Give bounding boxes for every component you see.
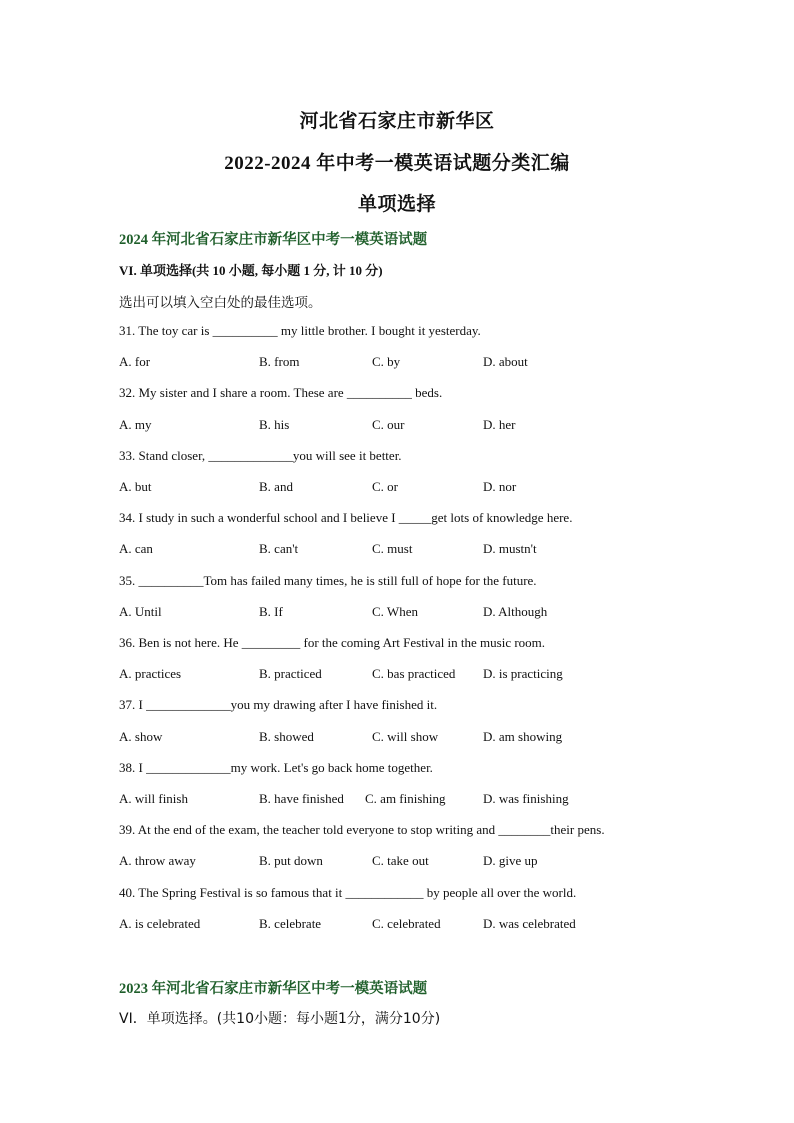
option-d: D. was finishing (483, 791, 569, 806)
option-a: A. will finish (119, 791, 188, 806)
option-c: C. must (372, 541, 413, 556)
options-36 (119, 666, 679, 682)
options-31 (119, 354, 679, 370)
options-39 (119, 853, 679, 869)
option-c: C. will show (372, 729, 439, 744)
option-a: A. show (119, 729, 163, 744)
option-d: D. nor (483, 479, 517, 494)
option-c: C. by (372, 354, 401, 369)
option-b: B. his (259, 417, 290, 432)
option-c: C. or (372, 479, 398, 494)
question-39: 39. At the end of the exam, the teacher told everyone to stop writing and ________their pens. (119, 822, 605, 837)
option-a: A. practices (119, 666, 182, 681)
option-d: D. about (483, 354, 528, 369)
option-a: A. can (119, 541, 153, 556)
option-b: B. have finished (259, 791, 344, 806)
document-title-topic: 单项选择 (357, 194, 436, 215)
option-d: D. her (483, 417, 516, 432)
question-35: 35. __________Tom has failed many times, he is still full of hope for the future. (119, 573, 537, 588)
option-c: C. our (372, 417, 405, 432)
option-b: B. put down (259, 853, 323, 868)
options-33 (119, 479, 679, 495)
option-b: B. can't (259, 541, 299, 556)
option-c: C. celebrated (372, 916, 441, 931)
option-a: A. but (119, 479, 152, 494)
option-c: C. am finishing (365, 791, 446, 806)
option-b: B. practiced (259, 666, 322, 681)
document-title-region: 河北省石家庄市新华区 (299, 111, 495, 132)
question-40: 40. The Spring Festival is so famous that it ____________ by people all over the world. (119, 885, 577, 900)
options-32 (119, 417, 679, 433)
question-31: 31. The toy car is __________ my little brother. I bought it yesterday. (119, 323, 481, 338)
question-34: 34. I study in such a wonderful school and I believe I _____get lots of knowledge here. (119, 510, 573, 525)
option-b: B. showed (259, 729, 314, 744)
options-38 (119, 791, 679, 807)
option-b: B. and (259, 479, 293, 494)
option-c: C. take out (372, 853, 429, 868)
option-b: B. from (259, 354, 300, 369)
option-b: B. If (259, 604, 283, 619)
option-a: A. throw away (119, 853, 196, 868)
section-2024-instruction: 选出可以填入空白处的最佳选项。 (119, 295, 322, 310)
option-b: B. celebrate (259, 916, 322, 931)
question-38: 38. I _____________my work. Let's go back home together. (119, 760, 433, 775)
option-a: A. Until (119, 604, 162, 619)
options-37 (119, 729, 679, 745)
options-35 (119, 604, 679, 620)
question-33: 33. Stand closer, _____________you will see it better. (119, 448, 402, 463)
option-a: A. my (119, 417, 152, 432)
option-d: D. mustn't (483, 541, 537, 556)
option-a: A. for (119, 354, 151, 369)
question-36: 36. Ben is not here. He _________ for the coming Art Festival in the music room. (119, 635, 546, 650)
option-c: C. bas practiced (372, 666, 456, 681)
question-32: 32. My sister and I share a room. These are __________ beds. (119, 385, 443, 400)
option-d: D. give up (483, 853, 538, 868)
option-d: D. Although (483, 604, 548, 619)
options-34 (119, 541, 679, 557)
section-2023-heading: 2023 年河北省石家庄市新华区中考一模英语试题 (119, 981, 428, 997)
section-2024-subheading: VI. 单项选择(共 10 小题, 每小题 1 分, 计 10 分) (119, 263, 383, 278)
section-2023-subheading: VI．单项选择。(共10小题：每小题1分，满分10分) (119, 1011, 441, 1027)
section-2024-heading: 2024 年河北省石家庄市新华区中考一模英语试题 (119, 232, 428, 248)
option-a: A. is celebrated (119, 916, 201, 931)
option-c: C. When (372, 604, 418, 619)
option-d: D. am showing (483, 729, 563, 744)
question-37: 37. I _____________you my drawing after I have finished it. (119, 697, 438, 712)
option-d: D. is practicing (483, 666, 563, 681)
option-d: D. was celebrated (483, 916, 576, 931)
options-40 (119, 916, 679, 932)
document-title-years: 2022-2024 年中考一模英语试题分类汇编 (224, 153, 570, 174)
